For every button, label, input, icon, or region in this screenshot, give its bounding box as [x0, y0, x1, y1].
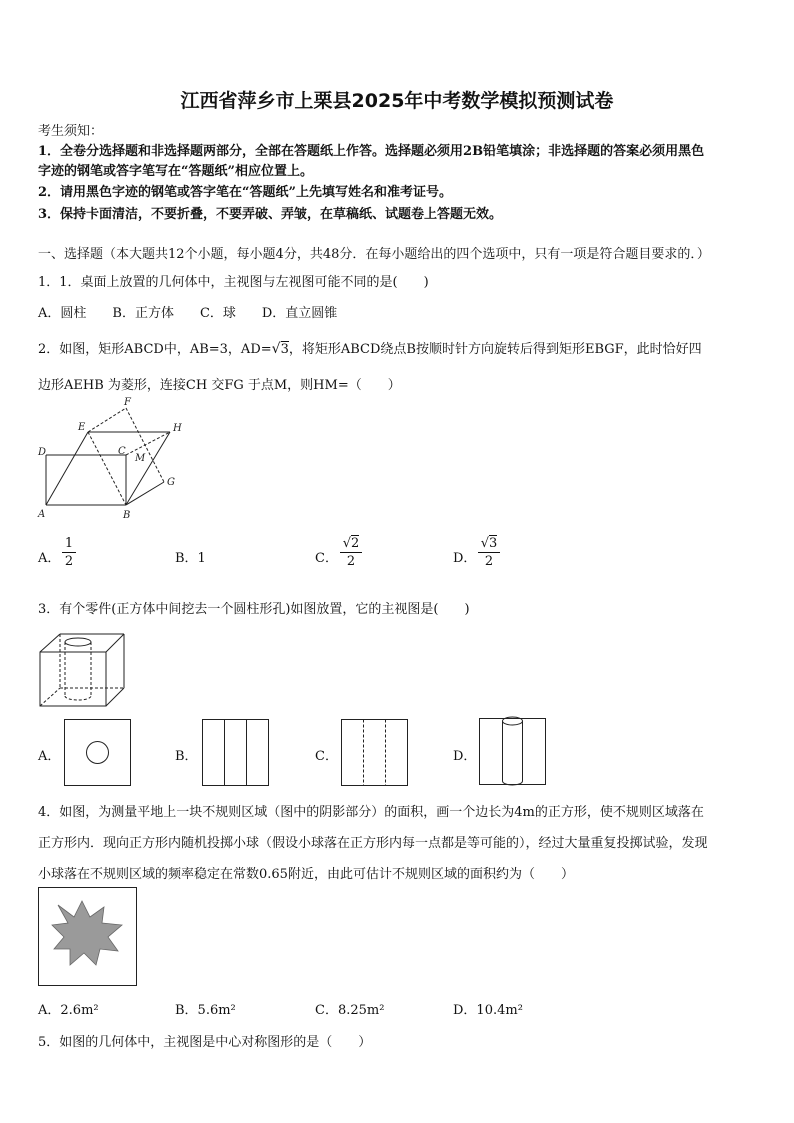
- section-heading: 一、选择题（本大题共12个小题，每小题4分，共48分．在每小题给出的四个选项中，只有一项是符合题目要求的．）: [38, 247, 710, 262]
- question-2-option-a-label: A．: [38, 551, 61, 566]
- radicand: 3: [489, 536, 498, 551]
- question-3-option-a-label: A．: [38, 749, 61, 764]
- question-2-option-c-fraction: [340, 536, 362, 569]
- question-4-figure: [38, 887, 138, 987]
- question-3-option-d-figure: [479, 715, 547, 787]
- sqrt-symbol: √: [342, 536, 351, 551]
- notice-item-1-line-2: 字迹的钢笔或答字笔写在“答题纸”相应位置上。: [38, 164, 313, 179]
- label-d: D: [38, 447, 47, 458]
- question-3-option-c-figure: [341, 719, 409, 787]
- question-2-option-a-fraction: [62, 536, 76, 569]
- fraction-denominator: 2: [64, 554, 74, 569]
- fraction-bar: [62, 552, 76, 553]
- question-4-line-2: 正方形内．现向正方形内随机投掷小球（假设小球落在正方形内每一点都是等可能的），经过大量重复投掷试验，发现: [38, 836, 708, 851]
- fraction-denominator: 2: [484, 554, 494, 569]
- question-2-option-b: B．1: [175, 551, 206, 566]
- question-4-option-c: C．8.25m²: [315, 1003, 385, 1018]
- question-4-option-a: A．2.6m²: [38, 1003, 99, 1018]
- question-3-option-a-figure: [64, 719, 132, 787]
- fraction-denominator: 2: [346, 554, 356, 569]
- question-2-option-d-label: D．: [453, 551, 477, 566]
- label-f: F: [124, 397, 131, 408]
- question-3-option-b-figure: [202, 719, 270, 787]
- label-h: H: [173, 423, 182, 434]
- fraction-numerator: 1: [64, 536, 74, 551]
- question-1-options: A．圆柱 B．正方体 C．球 D．直立圆锥: [38, 306, 338, 321]
- question-4-option-d: D．10.4m²: [453, 1003, 523, 1018]
- label-a: A: [38, 509, 46, 520]
- fraction-numerator: [478, 536, 500, 551]
- question-2-option-c-label: C．: [315, 551, 338, 566]
- fraction-bar: [340, 552, 362, 553]
- question-3-option-d-label: D．: [453, 749, 477, 764]
- label-g: G: [167, 477, 175, 488]
- question-3-option-c-label: C．: [315, 749, 338, 764]
- page-title: 江西省萍乡市上栗县2025年中考数学模拟预测试卷: [180, 90, 614, 112]
- question-4-option-b: B．5.6m²: [175, 1003, 236, 1018]
- question-2-stem-a: 2．如图，矩形ABCD中，AB=3，AD=: [38, 342, 272, 357]
- notice-item-1-line-1: 1．全卷分选择题和非选择题两部分，全部在答题纸上作答。选择题必须用2B铅笔填涂；非选择题的答案必须用黑色: [38, 144, 705, 159]
- label-m: M: [135, 453, 146, 464]
- sqrt-symbol: √: [480, 536, 489, 551]
- question-4-line-3: 小球落在不规则区域的频率稳定在常数0.65附近，由此可估计不规则区域的面积约为（ ）: [38, 867, 574, 882]
- question-2-sqrt-value: 3: [280, 342, 289, 357]
- question-2-option-d-fraction: [478, 536, 500, 569]
- question-2-stem-line-2: 边形AEHB 为菱形，连接CH 交FG 于点M，则HM=（ ）: [38, 378, 401, 393]
- label-e: E: [78, 422, 86, 433]
- irregular-shaded-region: [52, 901, 122, 965]
- question-3-option-b-label: B．: [175, 749, 198, 764]
- question-3-cube-figure: [38, 630, 128, 710]
- question-2-figure: [36, 395, 196, 525]
- radicand: 2: [351, 536, 360, 551]
- notice-item-3: 3．保持卡面清洁，不要折叠，不要弄破、弄皱，在草稿纸、试题卷上答题无效。: [38, 207, 503, 222]
- question-4-line-1: 4．如图，为测量平地上一块不规则区域（图中的阴影部分）的面积，画一个边长为4m的正方形，使不规则区域落在: [38, 805, 704, 820]
- question-3-stem: 3．有个零件(正方体中间挖去一个圆柱形孔)如图放置，它的主视图是( ): [38, 602, 470, 617]
- question-2-stem-line-1: [38, 338, 702, 357]
- fraction-numerator: [340, 536, 362, 551]
- notice-heading: 考生须知：: [38, 124, 104, 139]
- fraction-bar: [478, 552, 500, 553]
- question-2-stem-b: ，将矩形ABCD绕点B按顺时针方向旋转后得到矩形EBGF，此时恰好四: [288, 342, 702, 357]
- question-5-stem: 5．如图的几何体中，主视图是中心对称图形的是（ ）: [38, 1035, 372, 1050]
- sqrt-symbol: √: [271, 341, 281, 357]
- label-b: B: [123, 510, 131, 521]
- question-1-stem: 1．1．桌面上放置的几何体中，主视图与左视图可能不同的是( ): [38, 275, 429, 290]
- notice-item-2: 2．请用黑色字迹的钢笔或答字笔在“答题纸”上先填写姓名和准考证号。: [38, 185, 453, 200]
- label-c: C: [118, 446, 126, 457]
